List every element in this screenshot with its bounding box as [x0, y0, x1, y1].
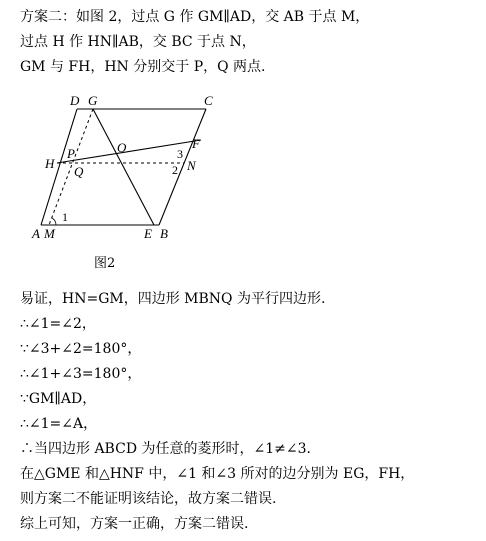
label-p: P [67, 146, 75, 161]
label-h: H [45, 156, 55, 171]
proof-line-5: ∵GM∥AD， [20, 391, 97, 407]
label-g: G [88, 93, 98, 108]
intro-line-1: 方案二：如图 2，过点 G 作 GM∥AD，交 AB 于点 M， [20, 9, 370, 25]
label-angle-3: 3 [177, 147, 183, 161]
label-a: A [32, 226, 40, 241]
intro-line-3: GM 与 FH，HN 分别交于 P，Q 两点. [20, 59, 266, 75]
proof-line-3: ∵∠3+∠2=180°， [20, 341, 142, 357]
segment-gm [49, 109, 93, 225]
geometry-figure [20, 88, 260, 288]
label-d: D [70, 93, 80, 108]
figure-svg [20, 88, 260, 288]
edge-cb [159, 109, 206, 225]
intro-line-2: 过点 H 作 HN∥AB，交 BC 于点 N， [20, 34, 256, 50]
segment-ge [93, 109, 154, 225]
label-f: F [192, 136, 200, 151]
label-o: O [117, 140, 127, 155]
proof-line-4: ∴∠1+∠3=180°， [20, 366, 142, 382]
proof-line-8: 在△GME 和△HNF 中，∠1 和∠3 所对的边分别为 EG，FH， [20, 466, 415, 482]
proof-line-6: ∴∠1=∠A， [20, 416, 98, 432]
label-m: M [44, 226, 55, 241]
label-q: Q [74, 164, 84, 179]
label-n: N [187, 158, 196, 173]
proof-line-9: 则方案二不能证明该结论，故方案二错误. [20, 491, 277, 507]
proof-line-2: ∴∠1=∠2， [20, 316, 96, 332]
angle-1-arc [52, 218, 56, 225]
proof-line-1: 易证，HN=GM，四边形 MBNQ 为平行四边形. [20, 291, 326, 307]
proof-line-10: 综上可知，方案一正确，方案二错误. [20, 516, 249, 532]
label-angle-1: 1 [62, 210, 68, 224]
proof-line-7: ∴当四边形 ABCD 为任意的菱形时，∠1≠∠3． [20, 441, 321, 457]
label-c: C [204, 93, 213, 108]
figure-caption: 图2 [94, 256, 116, 271]
label-e: E [144, 226, 152, 241]
label-b: B [160, 226, 168, 241]
label-angle-2: 2 [172, 163, 178, 177]
